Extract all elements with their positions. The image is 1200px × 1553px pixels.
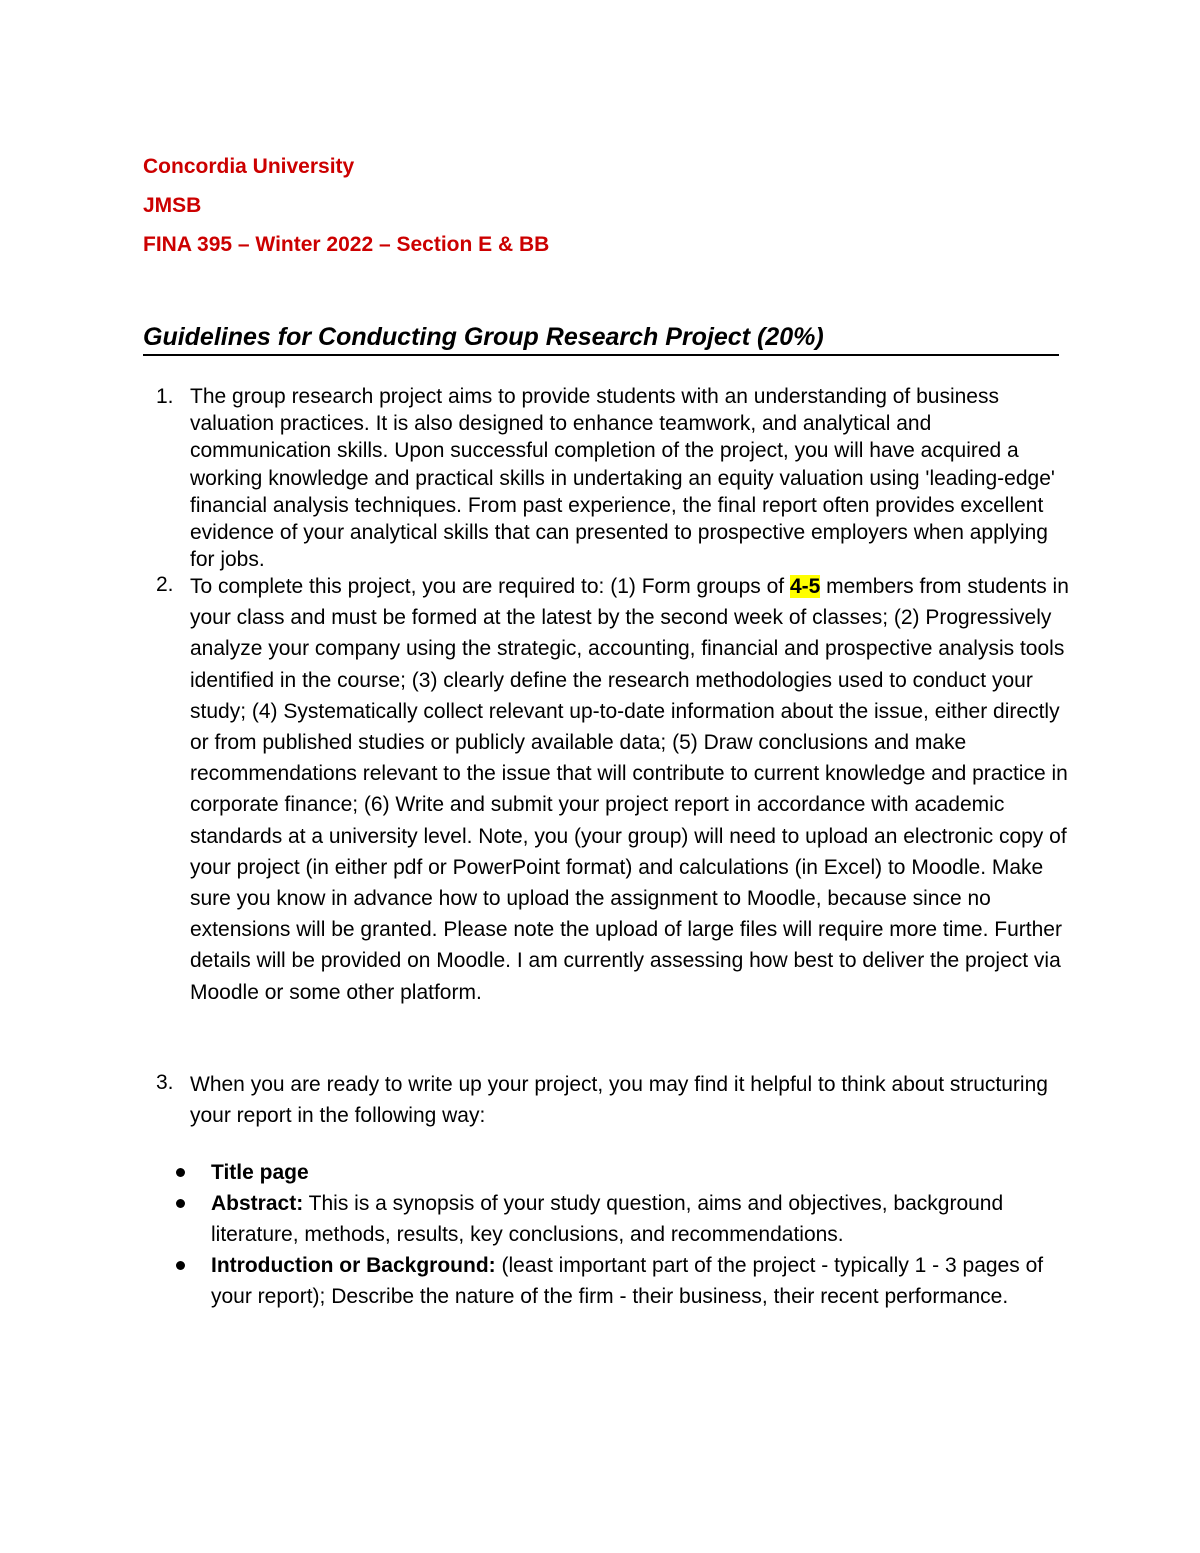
school-name: JMSB bbox=[143, 194, 202, 217]
list-item-text: When you are ready to write up your project, you may find it helpful to think about structuring your report in the following way: bbox=[190, 1073, 1048, 1127]
list-item-text bbox=[190, 571, 1070, 1008]
bullet-icon bbox=[176, 1168, 185, 1177]
highlighted-group-size: 4-5 bbox=[789, 575, 821, 598]
university-name: Concordia University bbox=[143, 155, 355, 178]
bullet-text: (least important part of the project - typically 1 - 3 pages of your report); Describe the nature of the firm - their business, their recent performance. bbox=[211, 1254, 1044, 1308]
bullet-label: Title page bbox=[211, 1161, 309, 1184]
text-segment: members from students in your class and must be formed at the latest by the second week of classes; (2) Progressively analyze your company using the strategic, accounting, financial and prospective analysis tools identified in the course; (3) clearly define the research methodologies used to conduct your study; (4) Systematically collect relevant up-to-date information about the issue, either directly or from published studies or publicly available data; (5) Draw conclusions and make recommendations relevant to the issue that will contribute to current knowledge and practice in corporate finance; (6) Write and submit your project report in accordance with academic standards at a university level. Note, you (your group) will need to upload an electronic copy of your project (in either pdf or PowerPoint format) and calculations (in Excel) to Moodle. Make sure you know in advance how to upload the assignment to Moodle, because since no extensions will be granted. Please note the upload of large files will require more time. Further details will be provided on Moodle. I am currently assessing how best to deliver the project via Moodle or some other platform. bbox=[190, 575, 1069, 1004]
bullet-icon bbox=[176, 1199, 185, 1208]
bullet-label: Abstract: bbox=[211, 1192, 304, 1215]
list-item-number: 1. bbox=[156, 385, 174, 408]
bullet-list bbox=[0, 1157, 1200, 1312]
bullet-item bbox=[0, 1250, 1200, 1312]
document-title: Guidelines for Conducting Group Research Project (20%) bbox=[143, 321, 1059, 356]
bullet-label: Introduction or Background: bbox=[211, 1254, 496, 1277]
list-item-number: 3. bbox=[156, 1071, 174, 1094]
course-info: FINA 395 – Winter 2022 – Section E & BB bbox=[143, 233, 550, 256]
text-segment: To complete this project, you are required to: (1) Form groups of bbox=[190, 575, 790, 598]
bullet-icon bbox=[176, 1261, 185, 1270]
bullet-item bbox=[0, 1157, 1200, 1188]
list-item-number: 2. bbox=[156, 573, 174, 596]
list-item-text: The group research project aims to provide students with an understanding of business valuation practices. It is also designed to enhance teamwork, and analytical and communication skills. Upon successful completion of the project, you will have acquired a working knowledge and practical skills in undertaking an equity valuation using 'leading-edge' financial analysis techniques. From past experience, the final report often provides excellent evidence of your analytical skills that can presented to prospective employers when applying for jobs. bbox=[190, 385, 1055, 572]
bullet-text: This is a synopsis of your study question, aims and objectives, background literature, methods, results, key conclusions, and recommendations. bbox=[211, 1192, 1004, 1246]
bullet-item bbox=[0, 1188, 1200, 1250]
